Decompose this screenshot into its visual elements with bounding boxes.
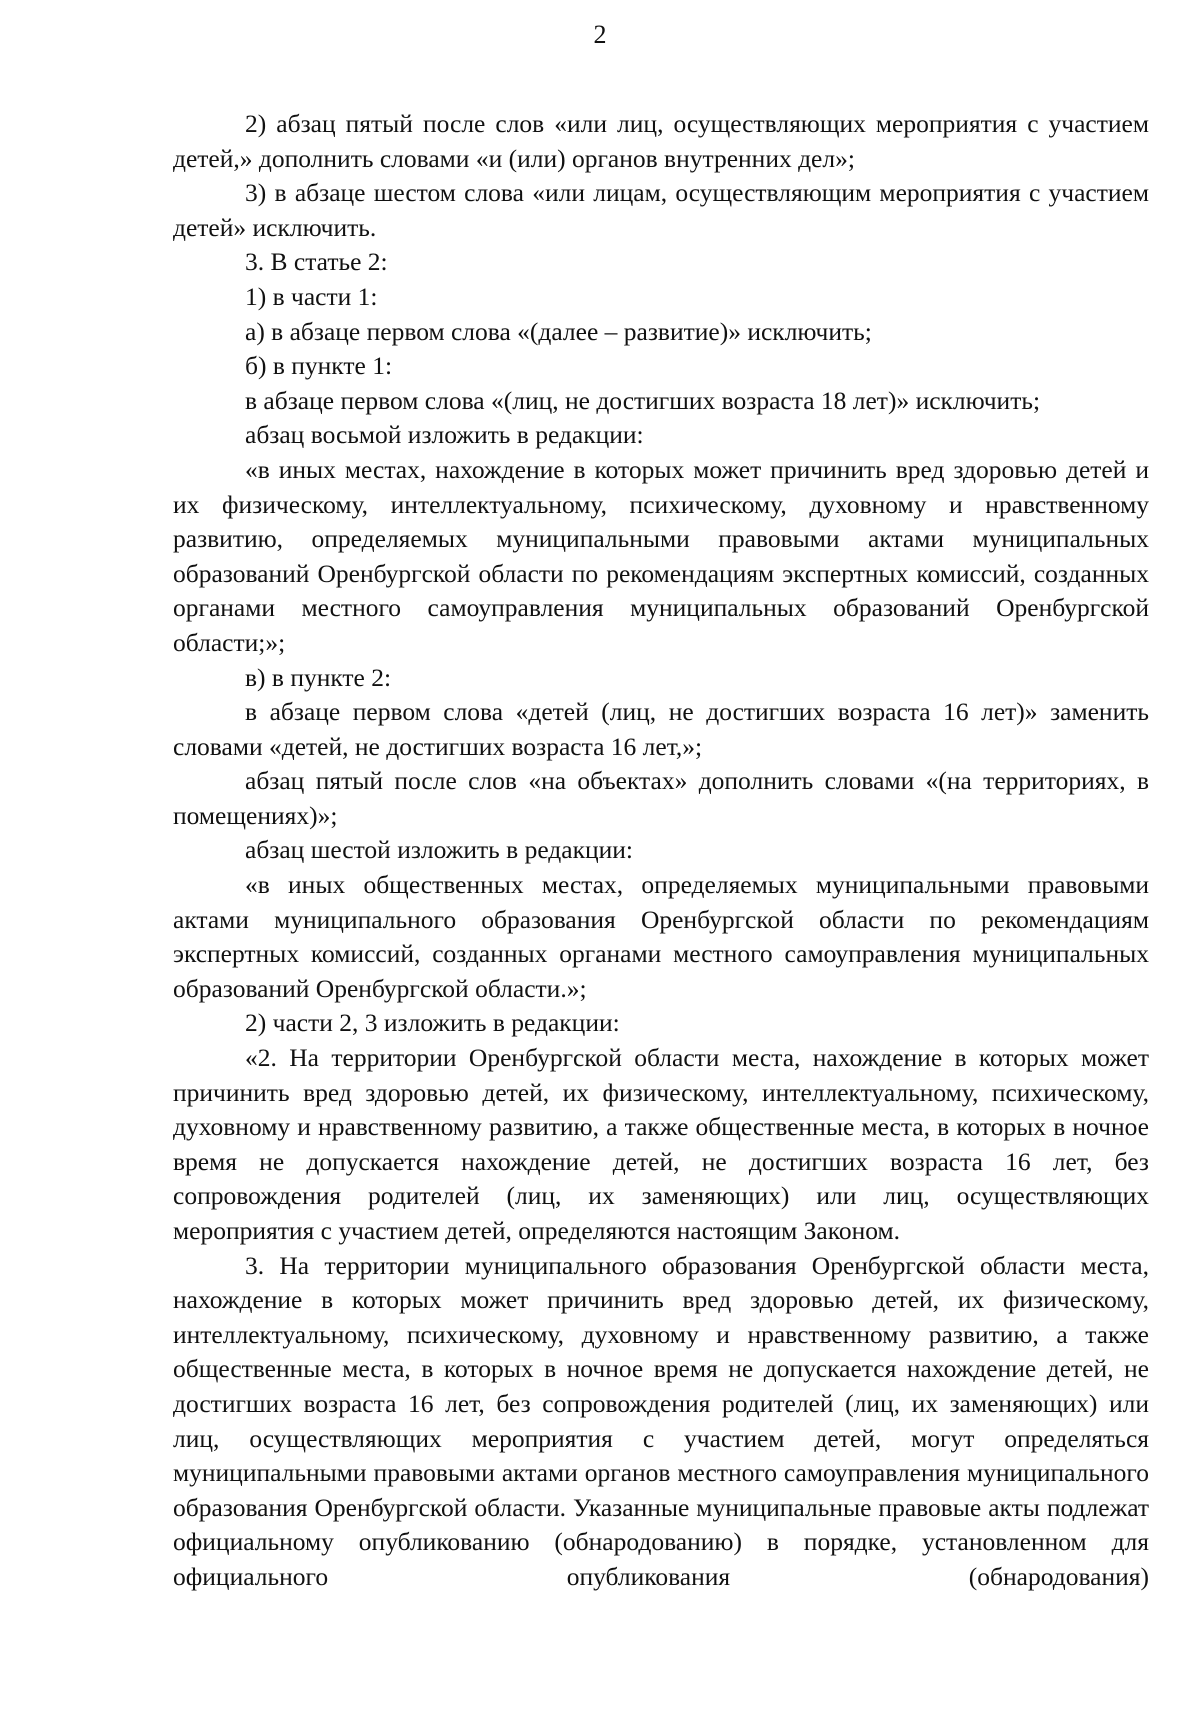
paragraph: в абзаце первом слова «детей (лиц, не достигших возраста 16 лет)» заменить словами «детей, не достигших возраста 16 лет,»;	[173, 697, 1149, 761]
paragraph: «2. На территории Оренбургской области места, нахождение в которых может причинить вред здоровью детей, их физическому, интеллектуальному, психическому, духовному и нравственному развитию, а также общественные места, в которых в ночное время не допускается нахождение детей, не достигших возраста 16 лет, без сопровождения родителей (лиц, их заменяющих) или лиц, осуществляющих мероприятия с участием детей, определяются настоящим Законом.	[173, 1043, 1149, 1245]
paragraph: б) в пункте 1:	[245, 351, 393, 381]
paragraph: в) в пункте 2:	[245, 662, 392, 692]
paragraph: 3. В статье 2:	[245, 247, 388, 277]
paragraph: а) в абзаце первом слова «(далее – развитие)» исключить;	[245, 316, 872, 346]
document-body	[173, 107, 1149, 1595]
paragraph: «в иных местах, нахождение в которых может причинить вред здоровью детей и их физическому, интеллектуальному, психическому, духовному и нравственному развитию, определяемых муниципальными правовыми актами муниципальных образований Оренбургской области по рекомендациям экспертных комиссий, созданных органами местного самоуправления муниципальных образований Оренбургской области;»;	[173, 454, 1149, 657]
paragraph: абзац шестой изложить в редакции:	[245, 835, 634, 865]
paragraph: «в иных общественных местах, определяемых муниципальными правовыми актами муниципального образования Оренбургской области по рекомендациям экспертных комиссий, созданных органами местного самоуправления муниципальных образований Оренбургской области.»;	[173, 870, 1149, 1003]
paragraph: 3) в абзаце шестом слова «или лицам, осуществляющим мероприятия с участием детей» исключить.	[173, 178, 1149, 242]
paragraph: 2) абзац пятый после слов «или лиц, осуществляющих мероприятия с участием детей,» дополнить словами «и (или) органов внутренних дел»;	[173, 109, 1149, 173]
paragraph: в абзаце первом слова «(лиц, не достигших возраста 18 лет)» исключить;	[245, 385, 1041, 415]
paragraph: 1) в части 1:	[245, 281, 378, 311]
paragraph: 2) части 2, 3 изложить в редакции:	[245, 1008, 620, 1038]
page-number: 2	[593, 20, 607, 49]
paragraph: абзац восьмой изложить в редакции:	[245, 420, 644, 450]
paragraph: 3. На территории муниципального образования Оренбургской области места, нахождение в которых может причинить вред здоровью детей, их физическому, интеллектуальному, психическому, духовному и нравственному развитию, а также общественные места, в которых в ночное время не допускается нахождение детей, не достигших возраста 16 лет, без сопровождения родителей (лиц, их заменяющих) или лиц, осуществляющих мероприятия с участием детей, могут определяться муниципальными правовыми актами органов местного самоуправления муниципального образования Оренбургской области. Указанные муниципальные правовые акты подлежат официальному опубликованию (обнародованию) в порядке, установленном для официального опубликования (обнародования)	[173, 1250, 1149, 1591]
paragraph: абзац пятый после слов «на объектах» дополнить словами «(на территориях, в помещениях)»;	[173, 766, 1149, 830]
